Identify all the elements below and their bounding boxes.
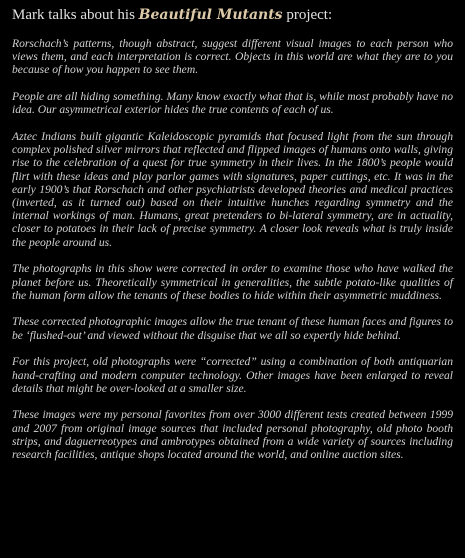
article (12, 6, 453, 475)
paragraph-image-sources: These images were my personal favorites from over 3000 different tests created between 1999 and 2007 from original image sources that included personal photography, old photo booth strips, and daguerreotypes and ambrotypes obtained from a wide variety of sources including research facilities, antique shops located around the world, and online auction sites. (12, 408, 453, 462)
paragraph-project-method: For this project, old photographs were “corrected” using a combination of both antiquarian hand-crafting and modern computer technology. Other images have been enlarged to reveal details that might be over-looked at a smaller size. (12, 355, 453, 395)
paragraph-corrected-photographs: The photographs in this show were corrected in order to examine those who have walked the planet before us. Theoretically symmetrical in generalities, the subtle potato-like qualities of the human form allow the tenants of these bodies to hide within their asymmetric muddiness. (12, 262, 453, 302)
project-title: Beautiful Mutants (138, 7, 283, 23)
paragraph-hiding-something: People are all hiding something. Many know exactly what that is, while most probably have no idea. Our asymmetrical exterior hides the true contents of each of us. (12, 90, 453, 117)
heading-prefix: Mark talks about his (12, 7, 135, 23)
paragraph-aztec-history: Aztec Indians built gigantic Kaleidoscopic pyramids that focused light from the sun through complex polished silver mirrors that reflected and flipped images of humans onto walls, giving rise to the celebration of a quest for true symmetry in their lives. In the 1800’s people would flirt with these ideas and play parlor games with signatures, paper cuttings, etc. It was in the early 1900’s that Rorschach and other psychiatrists developed theories and medical practices (inverted, as it turned out) based on their intuitive hunches regarding symmetry and the internal workings of man. Humans, great pretenders to bi-lateral symmetry, are in actuality, closer to potatoes in their lack of precise symmetry. A closer look reveals what is truly inside the people around us. (12, 130, 453, 249)
paragraph-rorschach-patterns: Rorschach’s patterns, though abstract, suggest different visual images to each person who views them, and each interpretation is correct. Objects in this world are what they are to you because of how you happen to see them. (12, 37, 453, 77)
page-heading (12, 6, 453, 24)
paragraph-true-tenant: These corrected photographic images allow the true tenant of these human faces and figures to be ‘flushed-out’ and viewed without the disguise that we all so expertly hide behind. (12, 315, 453, 342)
heading-suffix: project: (286, 7, 333, 23)
